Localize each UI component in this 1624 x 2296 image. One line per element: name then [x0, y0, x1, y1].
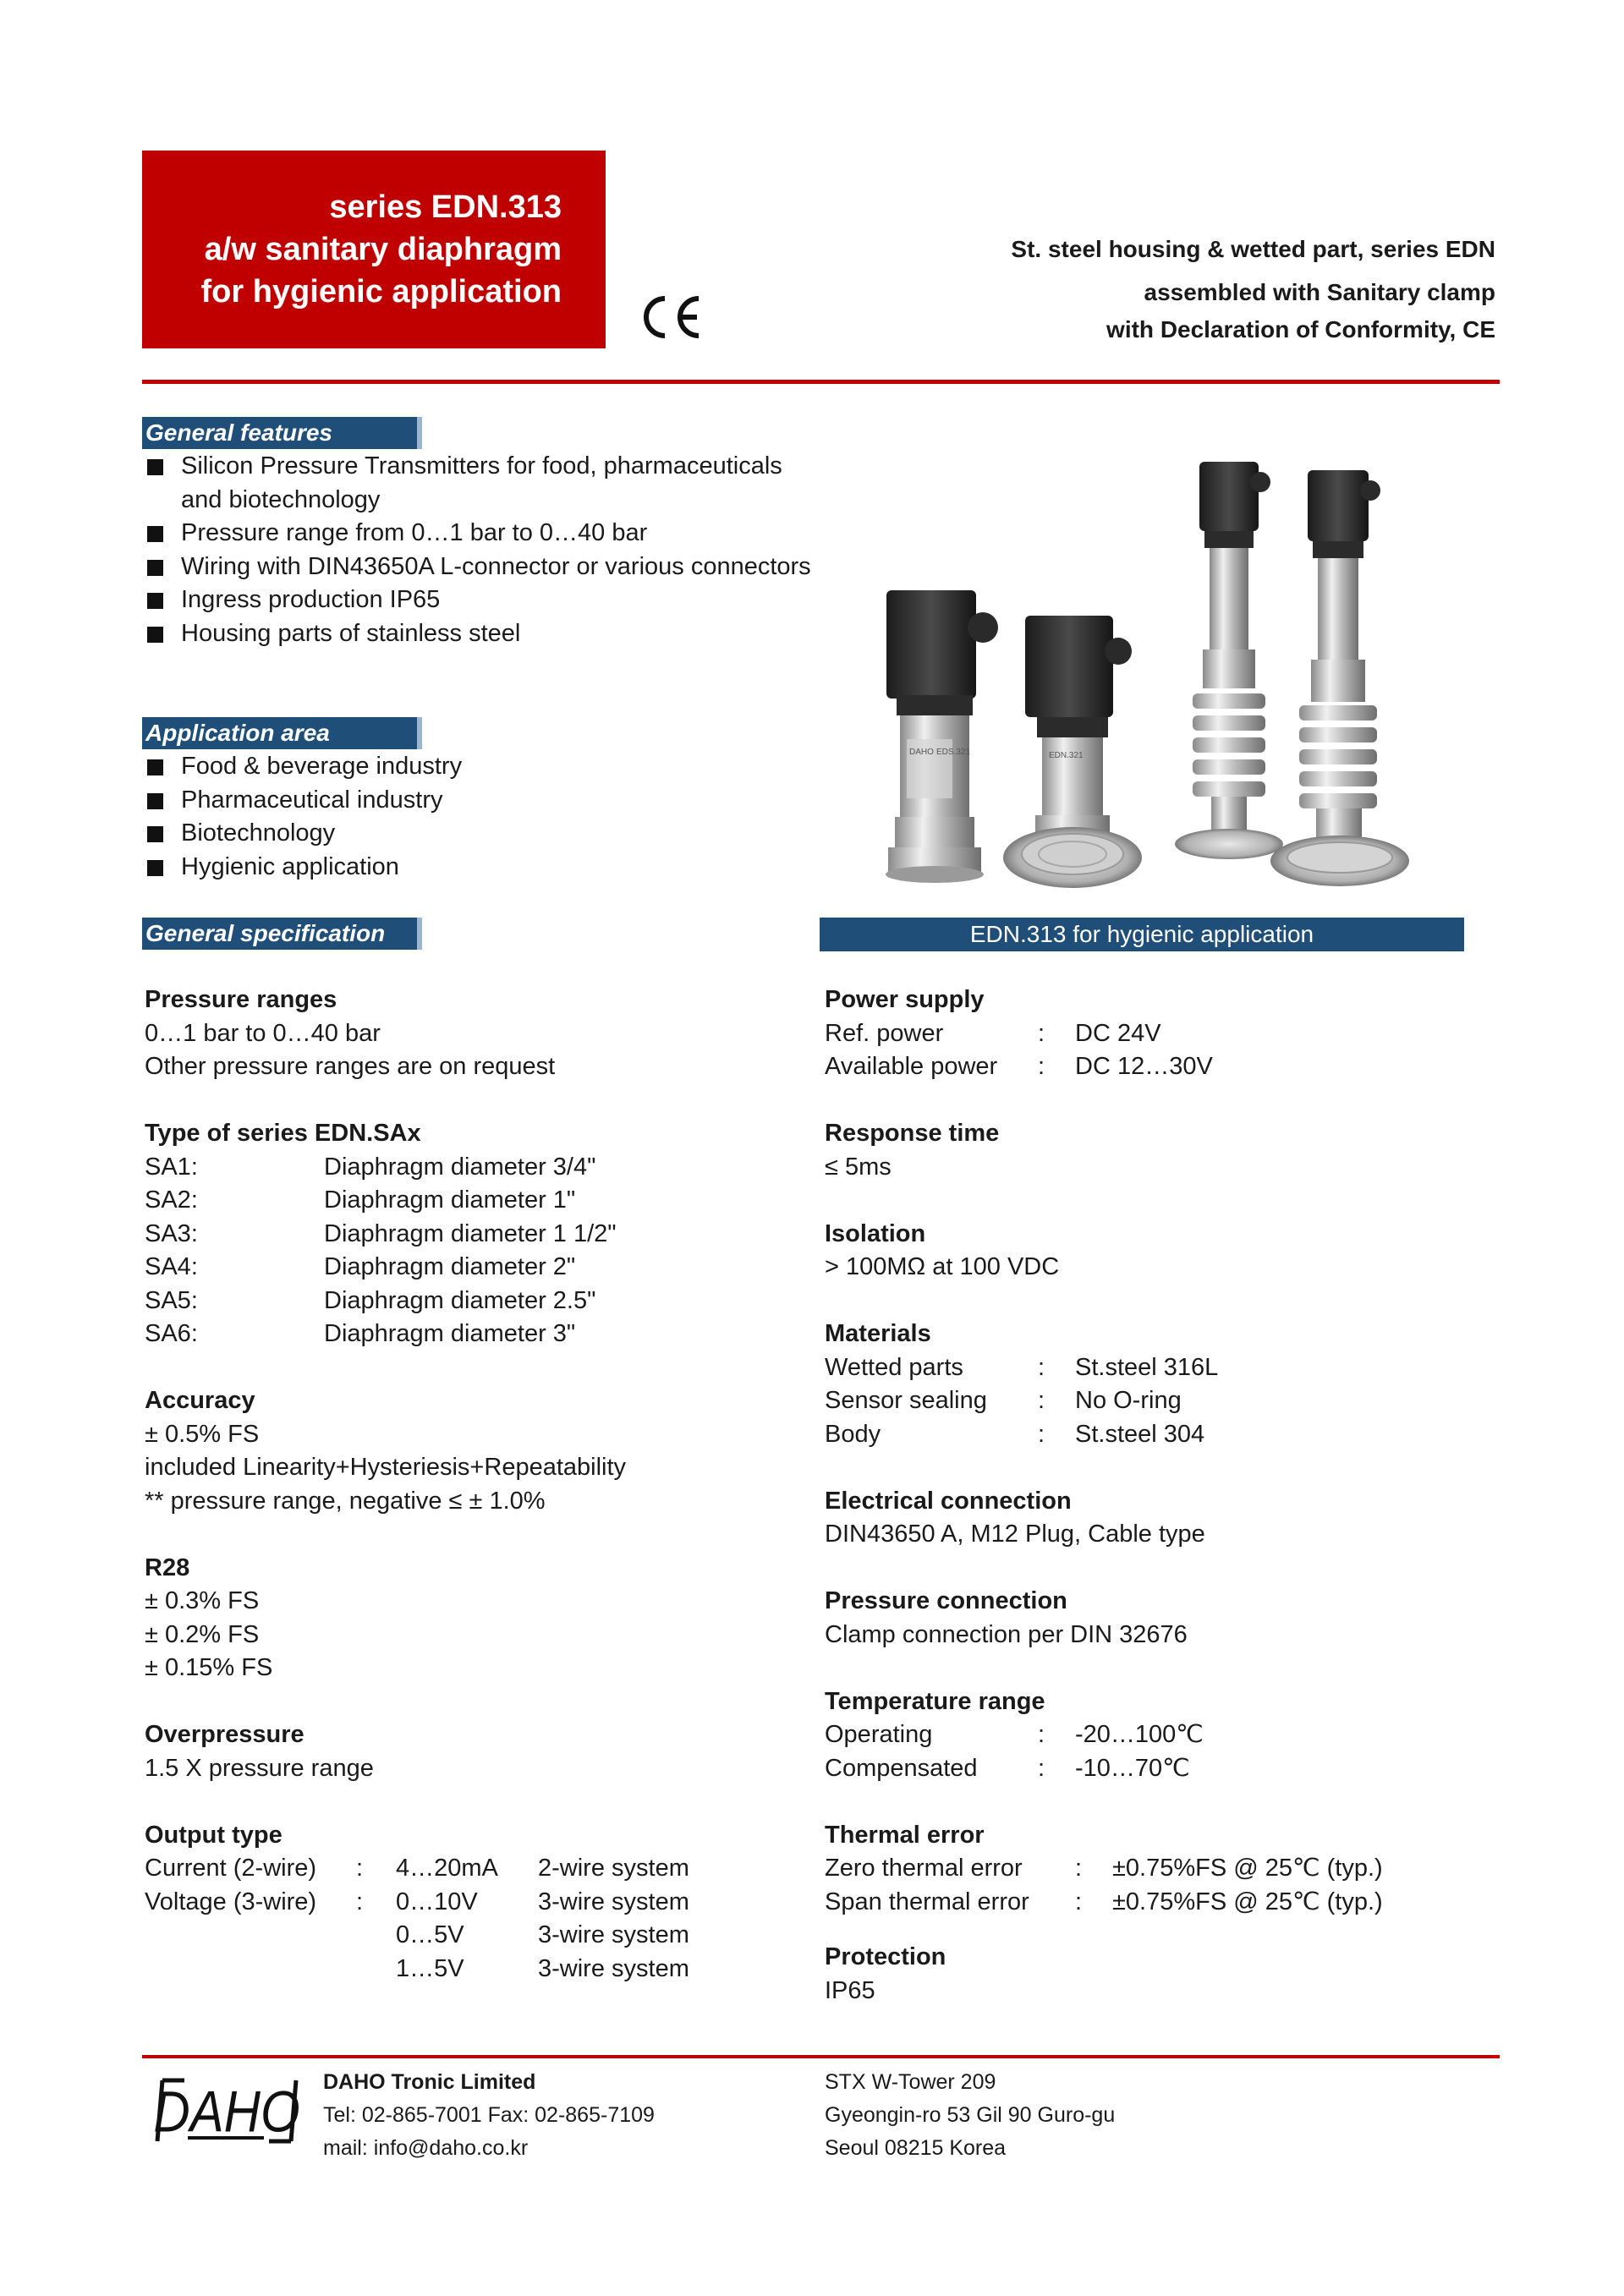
power-row — [825, 1050, 1493, 1084]
section-application-area: Application area — [142, 717, 422, 749]
separator: : — [1038, 1019, 1045, 1047]
label-model-1: EDS.321 — [936, 748, 971, 757]
list-item: Food & beverage industry — [144, 750, 462, 784]
series-row — [145, 1318, 787, 1351]
output-key: Voltage (3-wire) — [145, 1888, 317, 1915]
pressure-ranges-heading: Pressure ranges — [145, 986, 337, 1013]
temperature-row — [825, 1752, 1493, 1786]
spec-value: ±0.75%FS @ 25℃ (typ.) — [1112, 1855, 1383, 1882]
title-block — [142, 151, 606, 348]
spec-value: St.steel 316L — [1075, 1353, 1219, 1381]
title-line-3: for hygienic application — [200, 274, 562, 310]
address-line: Seoul 08215 Korea — [825, 2136, 1007, 2160]
spec-value: ±0.75%FS @ 25℃ (typ.) — [1112, 1888, 1383, 1915]
address-line: STX W-Tower 209 — [825, 2070, 996, 2094]
section-general-specification: General specification — [142, 918, 422, 950]
logo-text: DAHO — [154, 2078, 299, 2145]
list-item: Silicon Pressure Transmitters for food, pharmaceuticals — [144, 450, 811, 484]
output-type-heading: Output type — [145, 1821, 283, 1849]
materials-row — [825, 1384, 1493, 1418]
spec-key: Operating — [825, 1721, 933, 1748]
list-item: Wiring with DIN43650A L-connector or various connectors — [144, 551, 811, 584]
spec-key: Body — [825, 1420, 881, 1448]
output-row — [145, 1953, 787, 1986]
pressure-transmitters-image — [846, 457, 1455, 896]
separator: : — [1075, 1855, 1083, 1882]
section-general-features: General features — [142, 417, 422, 449]
spec-line: Other pressure ranges are on request — [145, 1053, 556, 1080]
thermal-row — [825, 1852, 1493, 1886]
output-value: 0…10V — [396, 1888, 478, 1915]
left-spec-column — [145, 984, 787, 1986]
electrical-connection-heading: Electrical connection — [825, 1487, 1072, 1515]
temperature-range-heading: Temperature range — [825, 1687, 1045, 1715]
series-desc: Diaphragm diameter 3" — [324, 1320, 576, 1347]
spec-line: included Linearity+Hysteriesis+Repeatability — [145, 1454, 627, 1481]
spec-line: ± 0.2% FS — [145, 1620, 260, 1648]
series-code: SA3: — [145, 1219, 198, 1247]
footer-address-block — [825, 2066, 1115, 2165]
output-row — [145, 1852, 787, 1886]
list-item: Biotechnology — [144, 817, 462, 851]
output-row — [145, 1919, 787, 1953]
spec-line: DIN43650 A, M12 Plug, Cable type — [825, 1521, 1205, 1548]
product-photo — [846, 457, 1455, 896]
footer-divider — [142, 2055, 1500, 2058]
spec-value: DC 12…30V — [1075, 1053, 1213, 1080]
output-value: 1…5V — [396, 1954, 464, 1982]
series-code: SA2: — [145, 1186, 198, 1214]
spec-line: 0…1 bar to 0…40 bar — [145, 1019, 381, 1047]
daho-logo-icon — [154, 2075, 299, 2146]
ce-icon — [639, 293, 704, 341]
separator: : — [1038, 1420, 1045, 1448]
list-item: Housing parts of stainless steel — [144, 617, 811, 651]
output-desc: 3-wire system — [538, 1888, 689, 1915]
separator: : — [1038, 1754, 1045, 1782]
list-item: Pharmaceutical industry — [144, 784, 462, 818]
series-row — [145, 1151, 787, 1185]
response-time-heading: Response time — [825, 1120, 1000, 1147]
spec-key: Available power — [825, 1053, 998, 1080]
power-row — [825, 1017, 1493, 1051]
thermal-error-heading: Thermal error — [825, 1821, 985, 1849]
r28-heading: R28 — [145, 1553, 190, 1581]
header-subtitle-3: with Declaration of Conformity, CE — [1106, 316, 1495, 342]
separator: : — [1038, 1387, 1045, 1414]
series-type-heading: Type of series EDN.SAx — [145, 1120, 421, 1147]
spec-value: DC 24V — [1075, 1019, 1161, 1047]
company-phone: Tel: 02-865-7001 Fax: 02-865-7109 — [323, 2103, 655, 2127]
materials-row — [825, 1418, 1493, 1452]
thermal-row — [825, 1886, 1493, 1920]
output-key: Current (2-wire) — [145, 1855, 317, 1882]
spec-line: IP65 — [825, 1976, 875, 2004]
separator — [356, 1919, 396, 1953]
company-name: DAHO Tronic Limited — [323, 2070, 536, 2094]
output-value: 0…5V — [396, 1921, 464, 1948]
output-desc: 3-wire system — [538, 1954, 689, 1982]
temperature-row — [825, 1718, 1493, 1752]
output-key — [145, 1919, 356, 1953]
materials-row — [825, 1351, 1493, 1385]
series-row — [145, 1251, 787, 1285]
series-code: SA4: — [145, 1253, 198, 1280]
separator: : — [1038, 1053, 1045, 1080]
spec-line: ≤ 5ms — [825, 1153, 892, 1181]
spec-line: Clamp connection per DIN 32676 — [825, 1620, 1188, 1648]
label-brand-1: DAHO — [909, 748, 934, 757]
title-line-1: series EDN.313 — [329, 189, 562, 225]
address-line: Gyeongin-ro 53 Gil 90 Guro-gu — [825, 2103, 1116, 2127]
series-row — [145, 1184, 787, 1218]
ce-mark-logo — [639, 293, 704, 349]
general-features-list — [144, 450, 811, 650]
spec-value: -10…70℃ — [1075, 1754, 1190, 1782]
separator: : — [1075, 1888, 1083, 1915]
isolation-heading: Isolation — [825, 1219, 926, 1247]
series-desc: Diaphragm diameter 2" — [324, 1253, 576, 1280]
output-key — [145, 1953, 356, 1986]
accuracy-heading: Accuracy — [145, 1387, 255, 1414]
right-spec-column — [825, 984, 1493, 2008]
spec-key: Wetted parts — [825, 1353, 963, 1381]
spec-key: Sensor sealing — [825, 1387, 987, 1414]
output-row — [145, 1886, 787, 1920]
spec-line: > 100MΩ at 100 VDC — [825, 1253, 1060, 1280]
spec-key: Ref. power — [825, 1019, 944, 1047]
daho-logo — [154, 2075, 299, 2146]
label-model-2: EDN.321 — [1049, 751, 1084, 760]
series-desc: Diaphragm diameter 1" — [324, 1186, 576, 1214]
header-subtitle-1: St. steel housing & wetted part, series EDN — [1011, 236, 1495, 262]
list-item: Pressure range from 0…1 bar to 0…40 bar — [144, 517, 811, 551]
header-divider — [142, 380, 1500, 384]
output-value: 4…20mA — [396, 1855, 498, 1882]
series-code: SA6: — [145, 1320, 198, 1347]
spec-line: 1.5 X pressure range — [145, 1754, 374, 1782]
series-desc: Diaphragm diameter 3/4" — [324, 1153, 596, 1181]
photo-caption: EDN.313 for hygienic application — [820, 918, 1464, 951]
protection-heading: Protection — [825, 1943, 946, 1970]
spec-key: Span thermal error — [825, 1888, 1029, 1915]
spec-key: Compensated — [825, 1754, 978, 1782]
series-desc: Diaphragm diameter 2.5" — [324, 1286, 596, 1314]
application-area-list — [144, 750, 462, 884]
separator: : — [1038, 1353, 1045, 1381]
list-item: Ingress production IP65 — [144, 584, 811, 617]
separator: : — [356, 1855, 364, 1882]
spec-line: ± 0.5% FS — [145, 1420, 260, 1448]
materials-heading: Materials — [825, 1320, 931, 1347]
series-desc: Diaphragm diameter 1 1/2" — [324, 1219, 617, 1247]
title-line-2: a/w sanitary diaphragm — [204, 232, 562, 267]
power-supply-heading: Power supply — [825, 986, 985, 1013]
separator: : — [1038, 1721, 1045, 1748]
header-subtitle-2: assembled with Sanitary clamp — [1144, 279, 1495, 305]
series-row — [145, 1218, 787, 1252]
spec-line: ** pressure range, negative ≤ ± 1.0% — [145, 1487, 546, 1515]
spec-line: ± 0.3% FS — [145, 1587, 260, 1614]
spec-value: -20…100℃ — [1075, 1721, 1204, 1748]
footer-company-block — [323, 2066, 655, 2165]
spec-line: ± 0.15% FS — [145, 1654, 273, 1681]
separator — [356, 1953, 396, 1986]
pressure-connection-heading: Pressure connection — [825, 1587, 1067, 1614]
separator: : — [356, 1888, 364, 1915]
output-desc: 2-wire system — [538, 1855, 689, 1882]
overpressure-heading: Overpressure — [145, 1721, 304, 1748]
series-code: SA1: — [145, 1153, 198, 1181]
series-row — [145, 1285, 787, 1318]
list-item-continuation: and biotechnology — [181, 485, 381, 513]
spec-key: Zero thermal error — [825, 1855, 1023, 1882]
company-email: mail: info@daho.co.kr — [323, 2136, 529, 2160]
list-item: Hygienic application — [144, 851, 462, 885]
series-code: SA5: — [145, 1286, 198, 1314]
output-desc: 3-wire system — [538, 1921, 689, 1948]
spec-value: St.steel 304 — [1075, 1420, 1205, 1448]
spec-value: No O-ring — [1075, 1387, 1182, 1414]
